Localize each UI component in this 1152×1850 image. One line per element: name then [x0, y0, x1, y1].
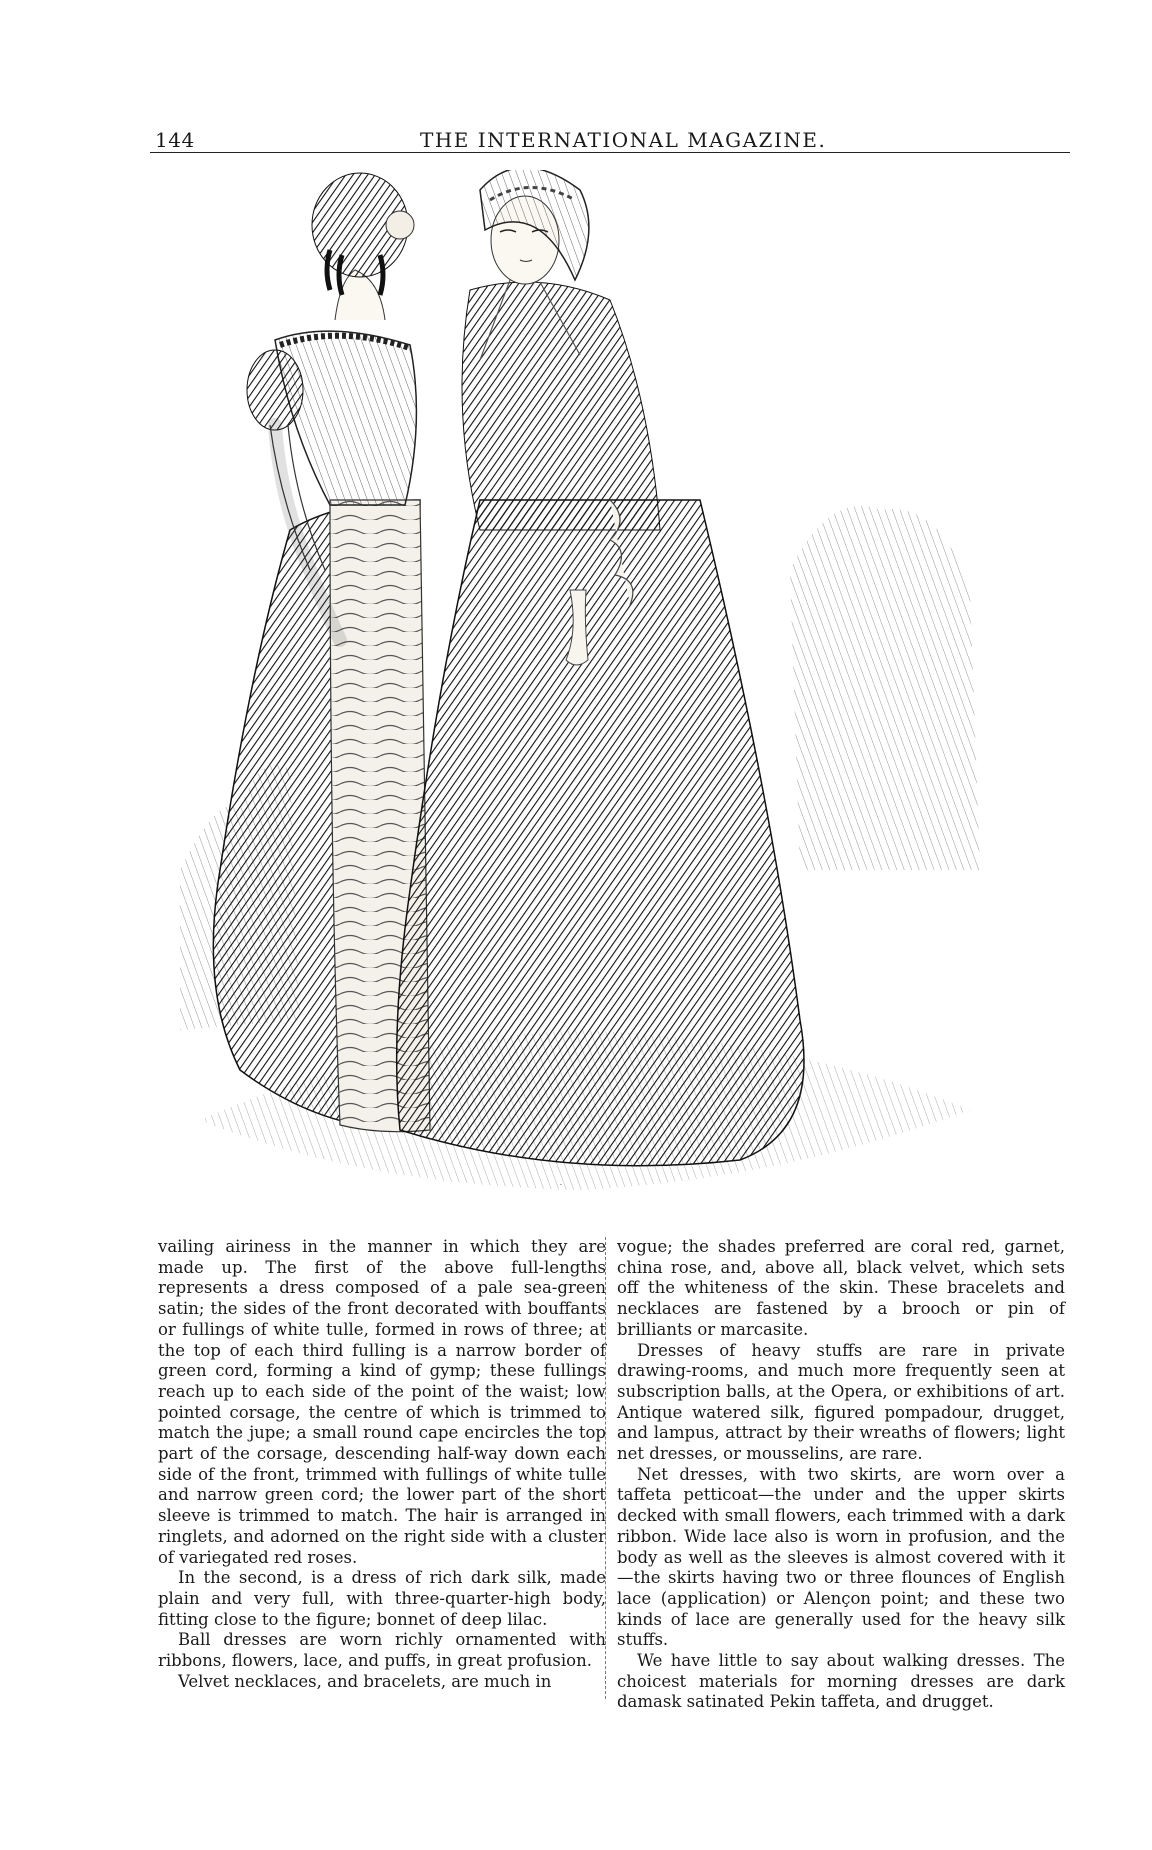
left-paragraph-4: Velvet necklaces, and bracelets, are much in [178, 1671, 552, 1691]
left-paragraph-1: vailing airiness in the manner in which they are made up. The first of the above full-lengths represents a dress composed of a pale sea-green satin; the sides of the front decorated with bouffants or fullings of white tulle, formed in rows of three; at the top of each third fulling is a narrow border of green cord, forming a kind of gymp; these fullings reach up to each side of the point of the waist; low pointed corsage, the centre of which is trimmed to match the jupe; a small round cape encircles the top part of the corsage, descending half-way down each side of the front, trimmed with fullings of white tulle and narrow green cord; the lower part of the short sleeve is trimmed to match. The hair is arranged in ringlets, and adorned on the right side with a cluster of variegated red roses. [158, 1237, 606, 1567]
column-divider [605, 1237, 606, 1699]
fashion-plate-illustration [180, 170, 980, 1210]
right-paragraph-2: Dresses of heavy stuffs are rare in private drawing-rooms, and much more frequently seen at subscription balls, at the Opera, or exhibitions of art. Antique watered silk, figured pompadour, drugget, and lampus, attract by their wreaths of flowers; light net dresses, or mousselins, are rare. [617, 1340, 1065, 1464]
right-paragraph-1: vogue; the shades preferred are coral red, garnet, china rose, and, above all, black velvet, which sets off the whiteness of the skin. These bracelets and necklaces are fastened by a brooch or pin of brilliants or marcasite. [617, 1237, 1065, 1339]
left-paragraph-2: In the second, is a dress of rich dark silk, made plain and very full, with three-quarter-high body, fitting close to the figure; bonnet of deep lilac. [158, 1568, 606, 1629]
right-paragraph-4: We have little to say about walking dresses. The choicest materials for morning dresses are dark damask satinated Pekin taffeta, and drugget. [617, 1651, 1065, 1712]
running-head: THE INTERNATIONAL MAGAZINE. [420, 128, 827, 152]
left-paragraph-3: Ball dresses are worn richly ornamented with ribbons, flowers, lace, and puffs, in great profusion. [158, 1630, 606, 1671]
svg-text:.: . [560, 1177, 563, 1187]
left-column [158, 1237, 606, 1692]
header-rule [150, 152, 1070, 153]
right-paragraph-3: Net dresses, with two skirts, are worn over a taffeta petticoat—the under and the upper skirts decked with small flowers, each trimmed with a dark ribbon. Wide lace also is worn in profusion, and the body as well as the sleeves is almost covered with it—the skirts having two or three flounces of English lace (application) or Alençon point; and these two kinds of lace are generally used for the heavy silk stuffs. [617, 1464, 1065, 1650]
right-column [617, 1237, 1065, 1713]
page-number: 144 [155, 128, 195, 152]
